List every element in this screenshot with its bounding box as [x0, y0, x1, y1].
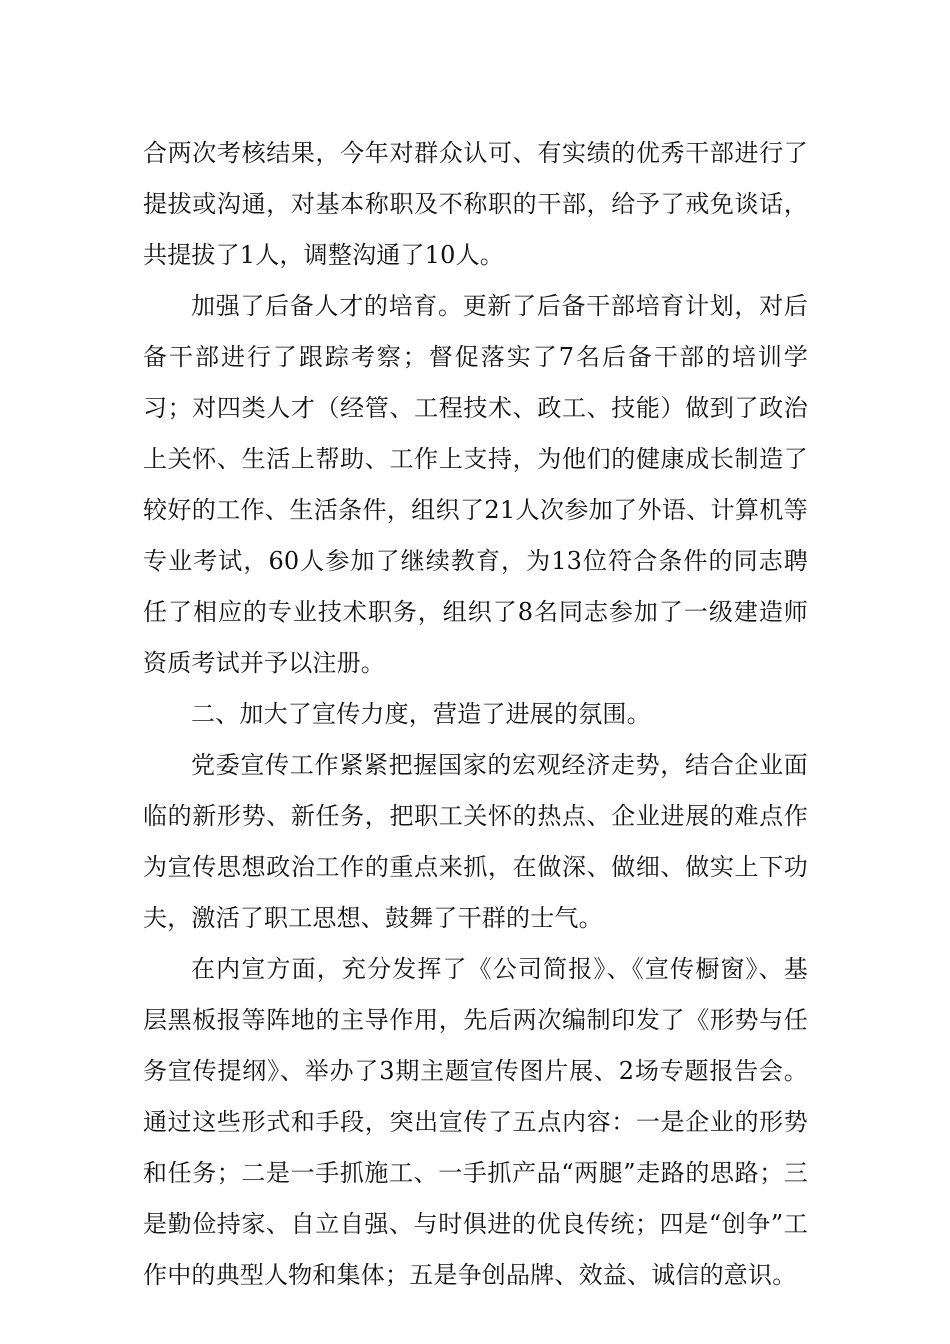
section-heading-2: 二、加大了宣传力度，营造了进展的氛围。: [191, 700, 651, 728]
paragraph-3: 党委宣传工作紧紧把握国家的宏观经济走势，结合企业面临的新形势、新任务，把职工关怀的热点、企业进展的难点作为宣传思想政治工作的重点来抓，在做深、做细、做实上下功夫，激活了职工思想、鼓舞了干群的士气。: [143, 751, 808, 932]
paragraph-4: 在内宣方面，充分发挥了《公司简报》、《宣传橱窗》、基层黑板报等阵地的主导作用，先后两次编制印发了《形势与任务宣传提纲》、举办了3期主题宣传图片展、2场专题报告会。通过这些形式和手段，突出宣传了五点内容：一是企业的形势和任务；二是一手抓施工、一手抓产品“两腿”走路的思路；三是勤俭持家、自立自强、与时俱进的优良传统；四是“创争”工作中的典型人物和集体；五是争创品牌、效益、诚信的意识。: [143, 955, 808, 1289]
document-body: [143, 128, 808, 1301]
paragraph-1: 合两次考核结果，今年对群众认可、有实绩的优秀干部进行了提拔或沟通，对基本称职及不称职的干部，给予了戒免谈话，共提拔了1人，调整沟通了10人。: [143, 139, 808, 269]
paragraph-2: 加强了后备人才的培育。更新了后备干部培育计划，对后备干部进行了跟踪考察；督促落实了7名后备干部的培训学习；对四类人才（经管、工程技术、政工、技能）做到了政治上关怀、生活上帮助、工作上支持，为他们的健康成长制造了较好的工作、生活条件，组织了21人次参加了外语、计算机等专业考试，60人参加了继续教育，为13位符合条件的同志聘任了相应的专业技术职务，组织了8名同志参加了一级建造师资质考试并予以注册。: [143, 292, 808, 677]
